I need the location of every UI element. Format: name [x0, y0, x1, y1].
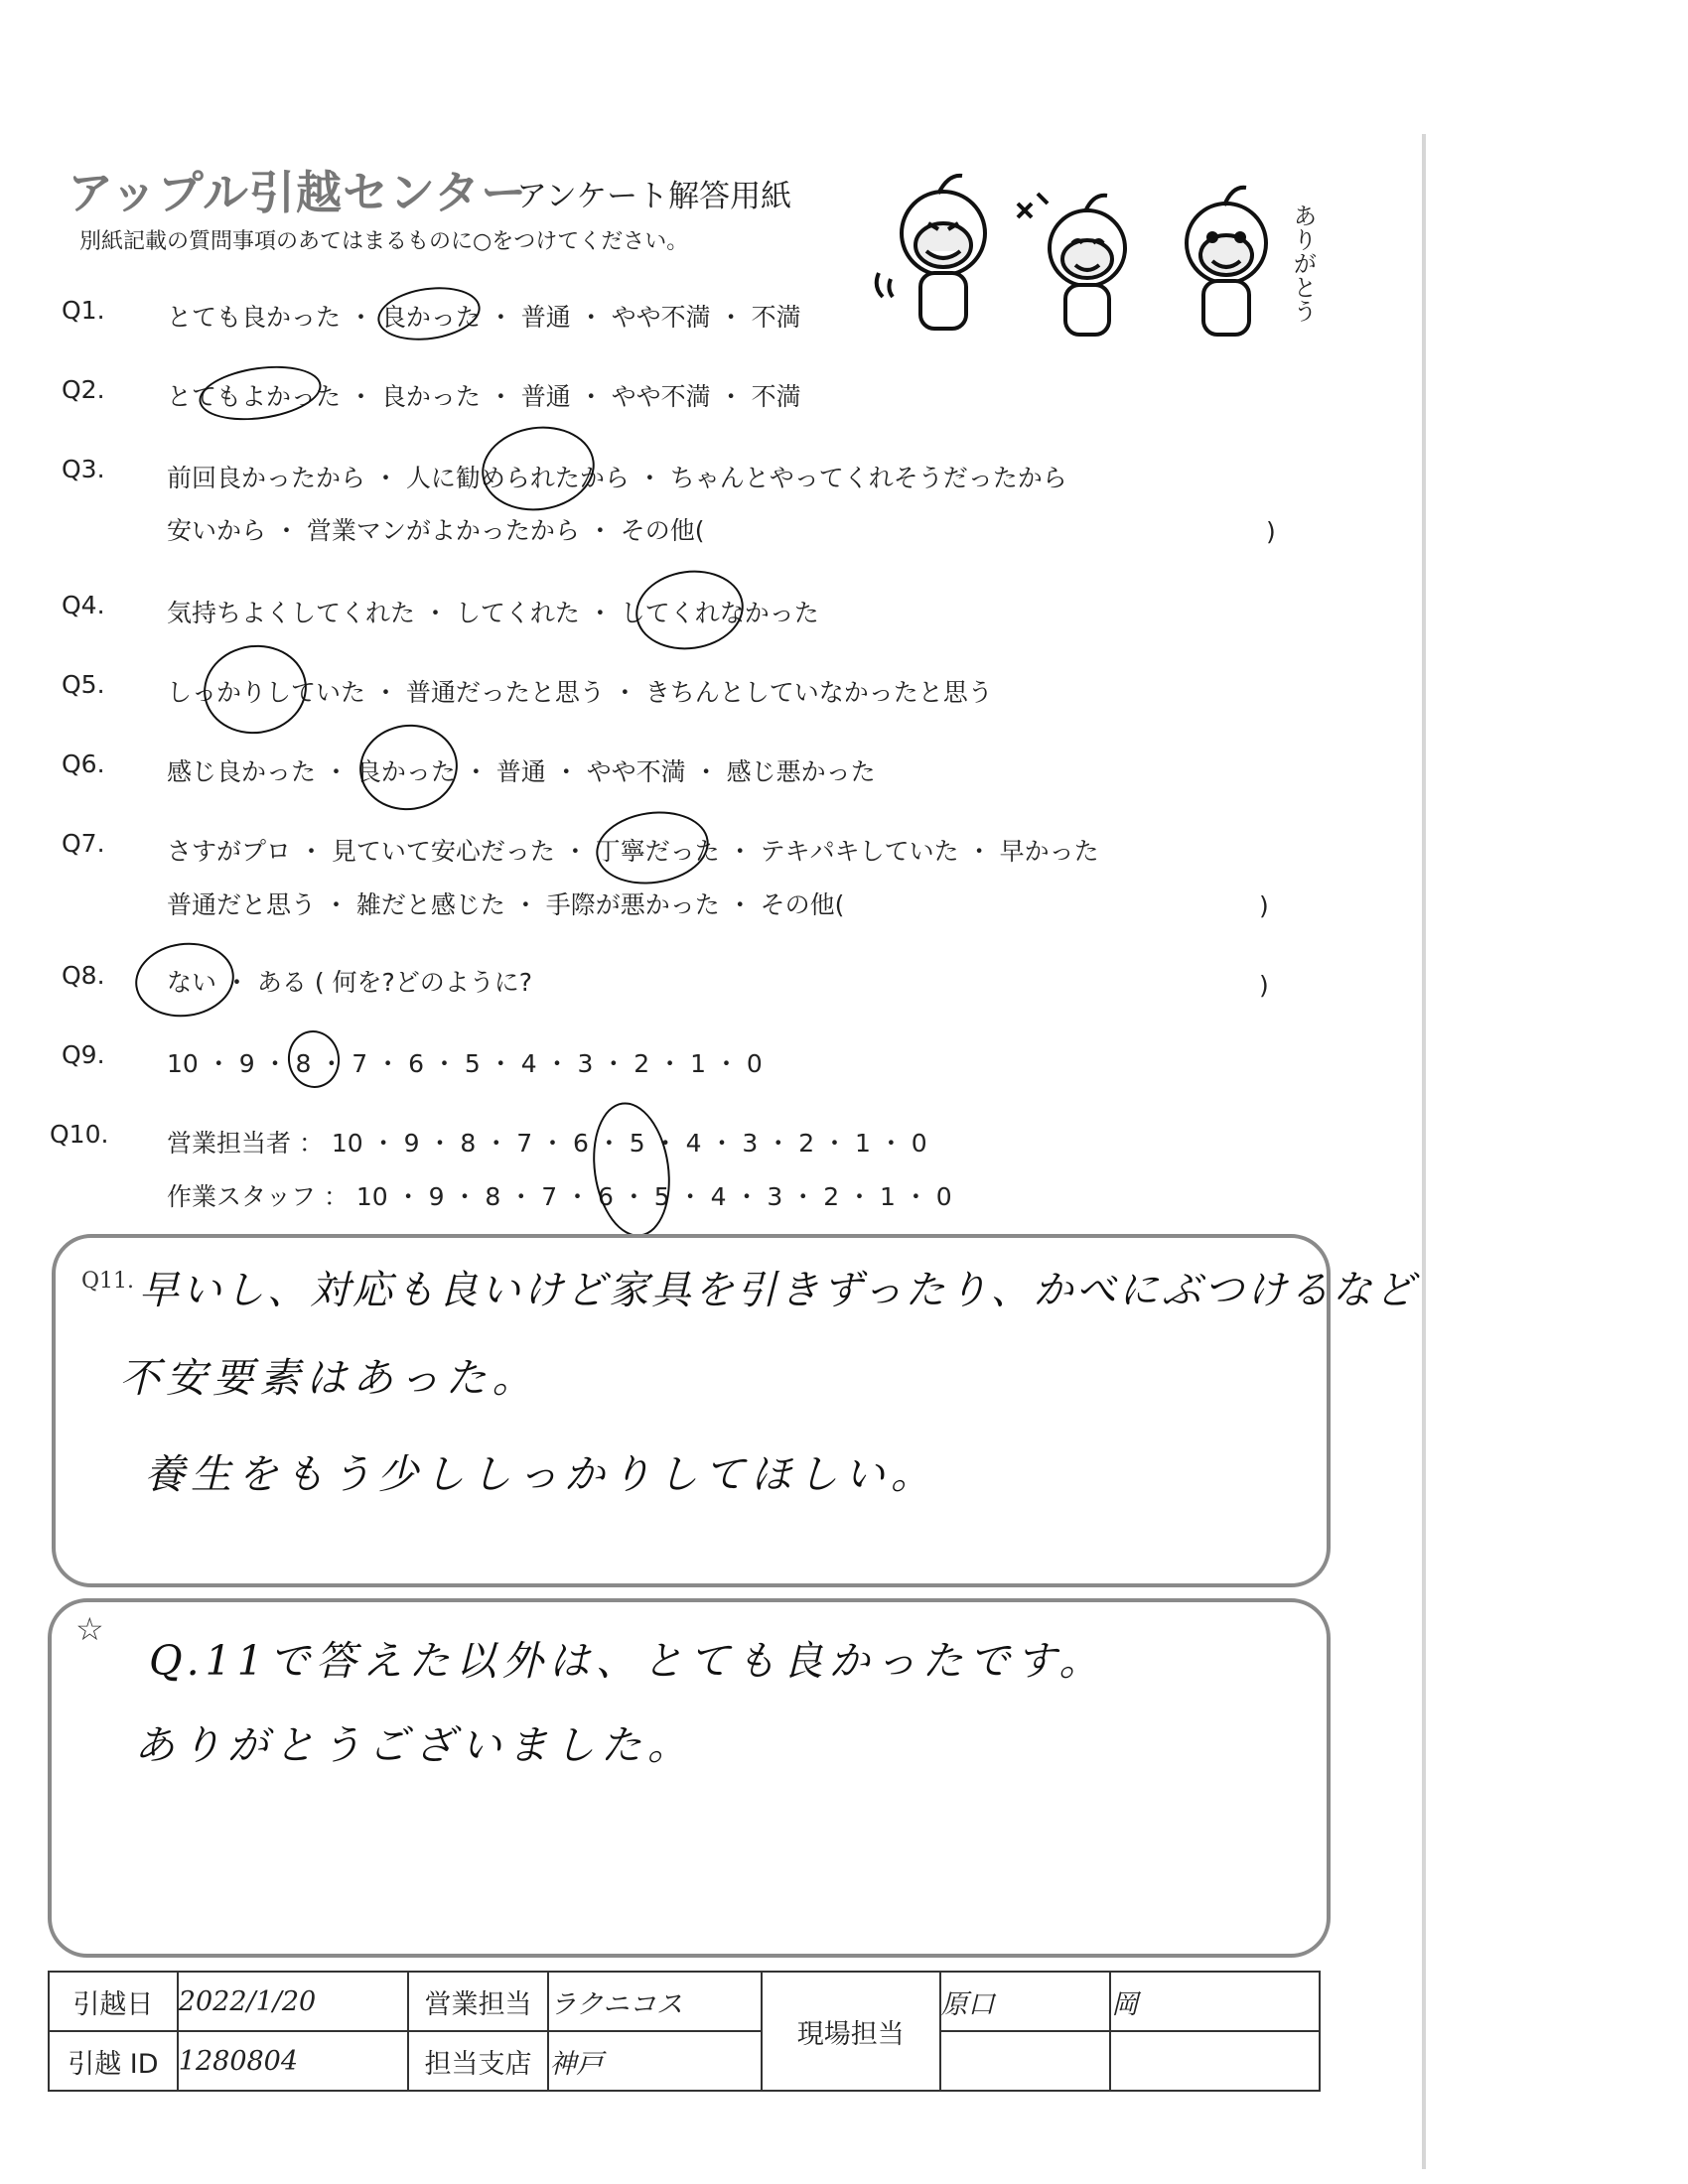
q1-options[interactable]: とても良かった ・ 良かった ・ 普通 ・ やや不満 ・ 不満 — [167, 303, 801, 332]
q4-options[interactable]: 気持ちよくしてくれた ・ してくれた ・ してくれなかった — [167, 599, 819, 627]
q7-number: Q7. — [62, 829, 105, 858]
company-title: アップル引越センター — [68, 166, 528, 219]
form-subtitle: アンケート解答用紙 — [516, 179, 792, 214]
q9-number: Q9. — [62, 1040, 105, 1069]
q10-staff-scale[interactable]: 作業スタッフ ： 10 ・ 9 ・ 8 ・ 7 ・ 6 ・ 5 ・ 4 ・ 3 ・ 2 ・ 1 ・ 0 — [167, 1182, 952, 1211]
monkey-mascots-illustration — [869, 164, 1336, 352]
q11-line-3: 養生をもう少ししっかりしてほしい。 — [144, 1450, 937, 1498]
q8-selection-circle — [130, 936, 238, 1023]
q3-close-paren: ) — [1266, 517, 1276, 546]
q9-scale[interactable]: 10 ・ 9 ・ 8 ・ 7 ・ 6 ・ 5 ・ 4 ・ 3 ・ 2 ・ 1 ・ 0 — [167, 1049, 763, 1078]
free-line-2: ありがとうございました。 — [134, 1721, 694, 1769]
free-line-1: Q.11で答えた以外は、とても良かったです。 — [149, 1637, 1106, 1685]
q9-selection-circle — [284, 1027, 344, 1092]
q7-options-line1[interactable]: さすがプロ ・ 見ていて安心だった ・ 丁寧だった ・ テキパキしていた ・ 早かった — [167, 837, 1099, 866]
q3-number: Q3. — [62, 455, 105, 483]
monkey-left-icon — [877, 176, 985, 329]
site-staff-2[interactable]: 岡 — [1110, 1972, 1320, 2031]
q3-options-line2[interactable]: 安いから ・ 営業マンがよかったから ・ その他( — [167, 516, 705, 545]
q7-close-paren: ) — [1259, 891, 1269, 920]
q6-selection-circle — [353, 719, 463, 817]
q2-options[interactable]: とてもよかった ・ 良かった ・ 普通 ・ やや不満 ・ 不満 — [167, 382, 801, 411]
q2-number: Q2. — [62, 375, 105, 404]
site-staff-1[interactable]: 原口 — [940, 1972, 1111, 2031]
q11-line-1: 早いし、対応も良いけど家具を引きずったり、かべにぶつけるなど — [139, 1268, 1418, 1313]
sales-value[interactable]: ラクニコス — [548, 1972, 762, 2031]
q8-number: Q8. — [62, 961, 105, 990]
q8-options[interactable]: ない ・ ある ( 何を?どのように? — [167, 968, 533, 997]
move-date-value[interactable]: 2022/1/20 — [178, 1972, 408, 2031]
q3-selection-circle — [477, 419, 601, 517]
q10-number: Q10. — [50, 1120, 109, 1149]
q2-selection-circle — [196, 359, 325, 428]
site-staff-label: 現場担当 — [762, 1972, 940, 2091]
monkey-right-icon — [1187, 188, 1266, 335]
q3-options-line1[interactable]: 前回良かったから ・ 人に勧められたから ・ ちゃんとやってくれそうだったから — [167, 464, 1067, 492]
branch-label: 担当支店 — [408, 2031, 549, 2091]
q4-selection-circle — [631, 564, 749, 656]
q5-options[interactable]: しっかりしていた ・ 普通だったと思う ・ きちんとしていなかったと思う — [167, 678, 993, 707]
q10-sales-scale[interactable]: 営業担当者 ： 10 ・ 9 ・ 8 ・ 7 ・ 6 ・ 5 ・ 4 ・ 3 ・ 2 ・ 1 ・ 0 — [167, 1129, 927, 1158]
branch-value[interactable]: 神戸 — [548, 2031, 762, 2091]
page-edge-shadow — [1422, 134, 1426, 2169]
monkey-middle-icon — [1018, 194, 1125, 335]
q1-number: Q1. — [62, 296, 105, 325]
mascot-caption: ありがとう — [1289, 204, 1317, 323]
site-staff-empty-1[interactable] — [940, 2031, 1111, 2091]
q6-options[interactable]: 感じ良かった ・ 良かった ・ 普通 ・ やや不満 ・ 感じ悪かった — [167, 757, 876, 786]
move-info-table — [48, 1971, 1321, 2092]
q11-label: Q11. — [81, 1269, 135, 1294]
q1-selection-circle — [374, 281, 484, 346]
q7-selection-circle — [592, 804, 714, 890]
star-icon: ☆ — [75, 1610, 104, 1648]
move-date-label: 引越日 — [49, 1972, 178, 2031]
site-staff-empty-2[interactable] — [1110, 2031, 1320, 2091]
q4-number: Q4. — [62, 591, 105, 619]
move-id-value[interactable]: 1280804 — [178, 2031, 408, 2091]
q10-selection-circle — [585, 1097, 678, 1241]
q5-selection-circle — [198, 638, 312, 741]
q11-line-2: 不安要素はあった。 — [119, 1354, 539, 1402]
sales-label: 営業担当 — [408, 1972, 549, 2031]
move-id-label: 引越 ID — [49, 2031, 178, 2091]
q5-number: Q5. — [62, 670, 105, 699]
q7-options-line2[interactable]: 普通だと思う ・ 雑だと感じた ・ 手際が悪かった ・ その他( — [167, 890, 845, 919]
q8-close-paren: ) — [1259, 971, 1269, 1000]
q6-number: Q6. — [62, 750, 105, 778]
instruction-text: 別紙記載の質問事項のあてはまるものに○をつけてください。 — [79, 229, 689, 254]
